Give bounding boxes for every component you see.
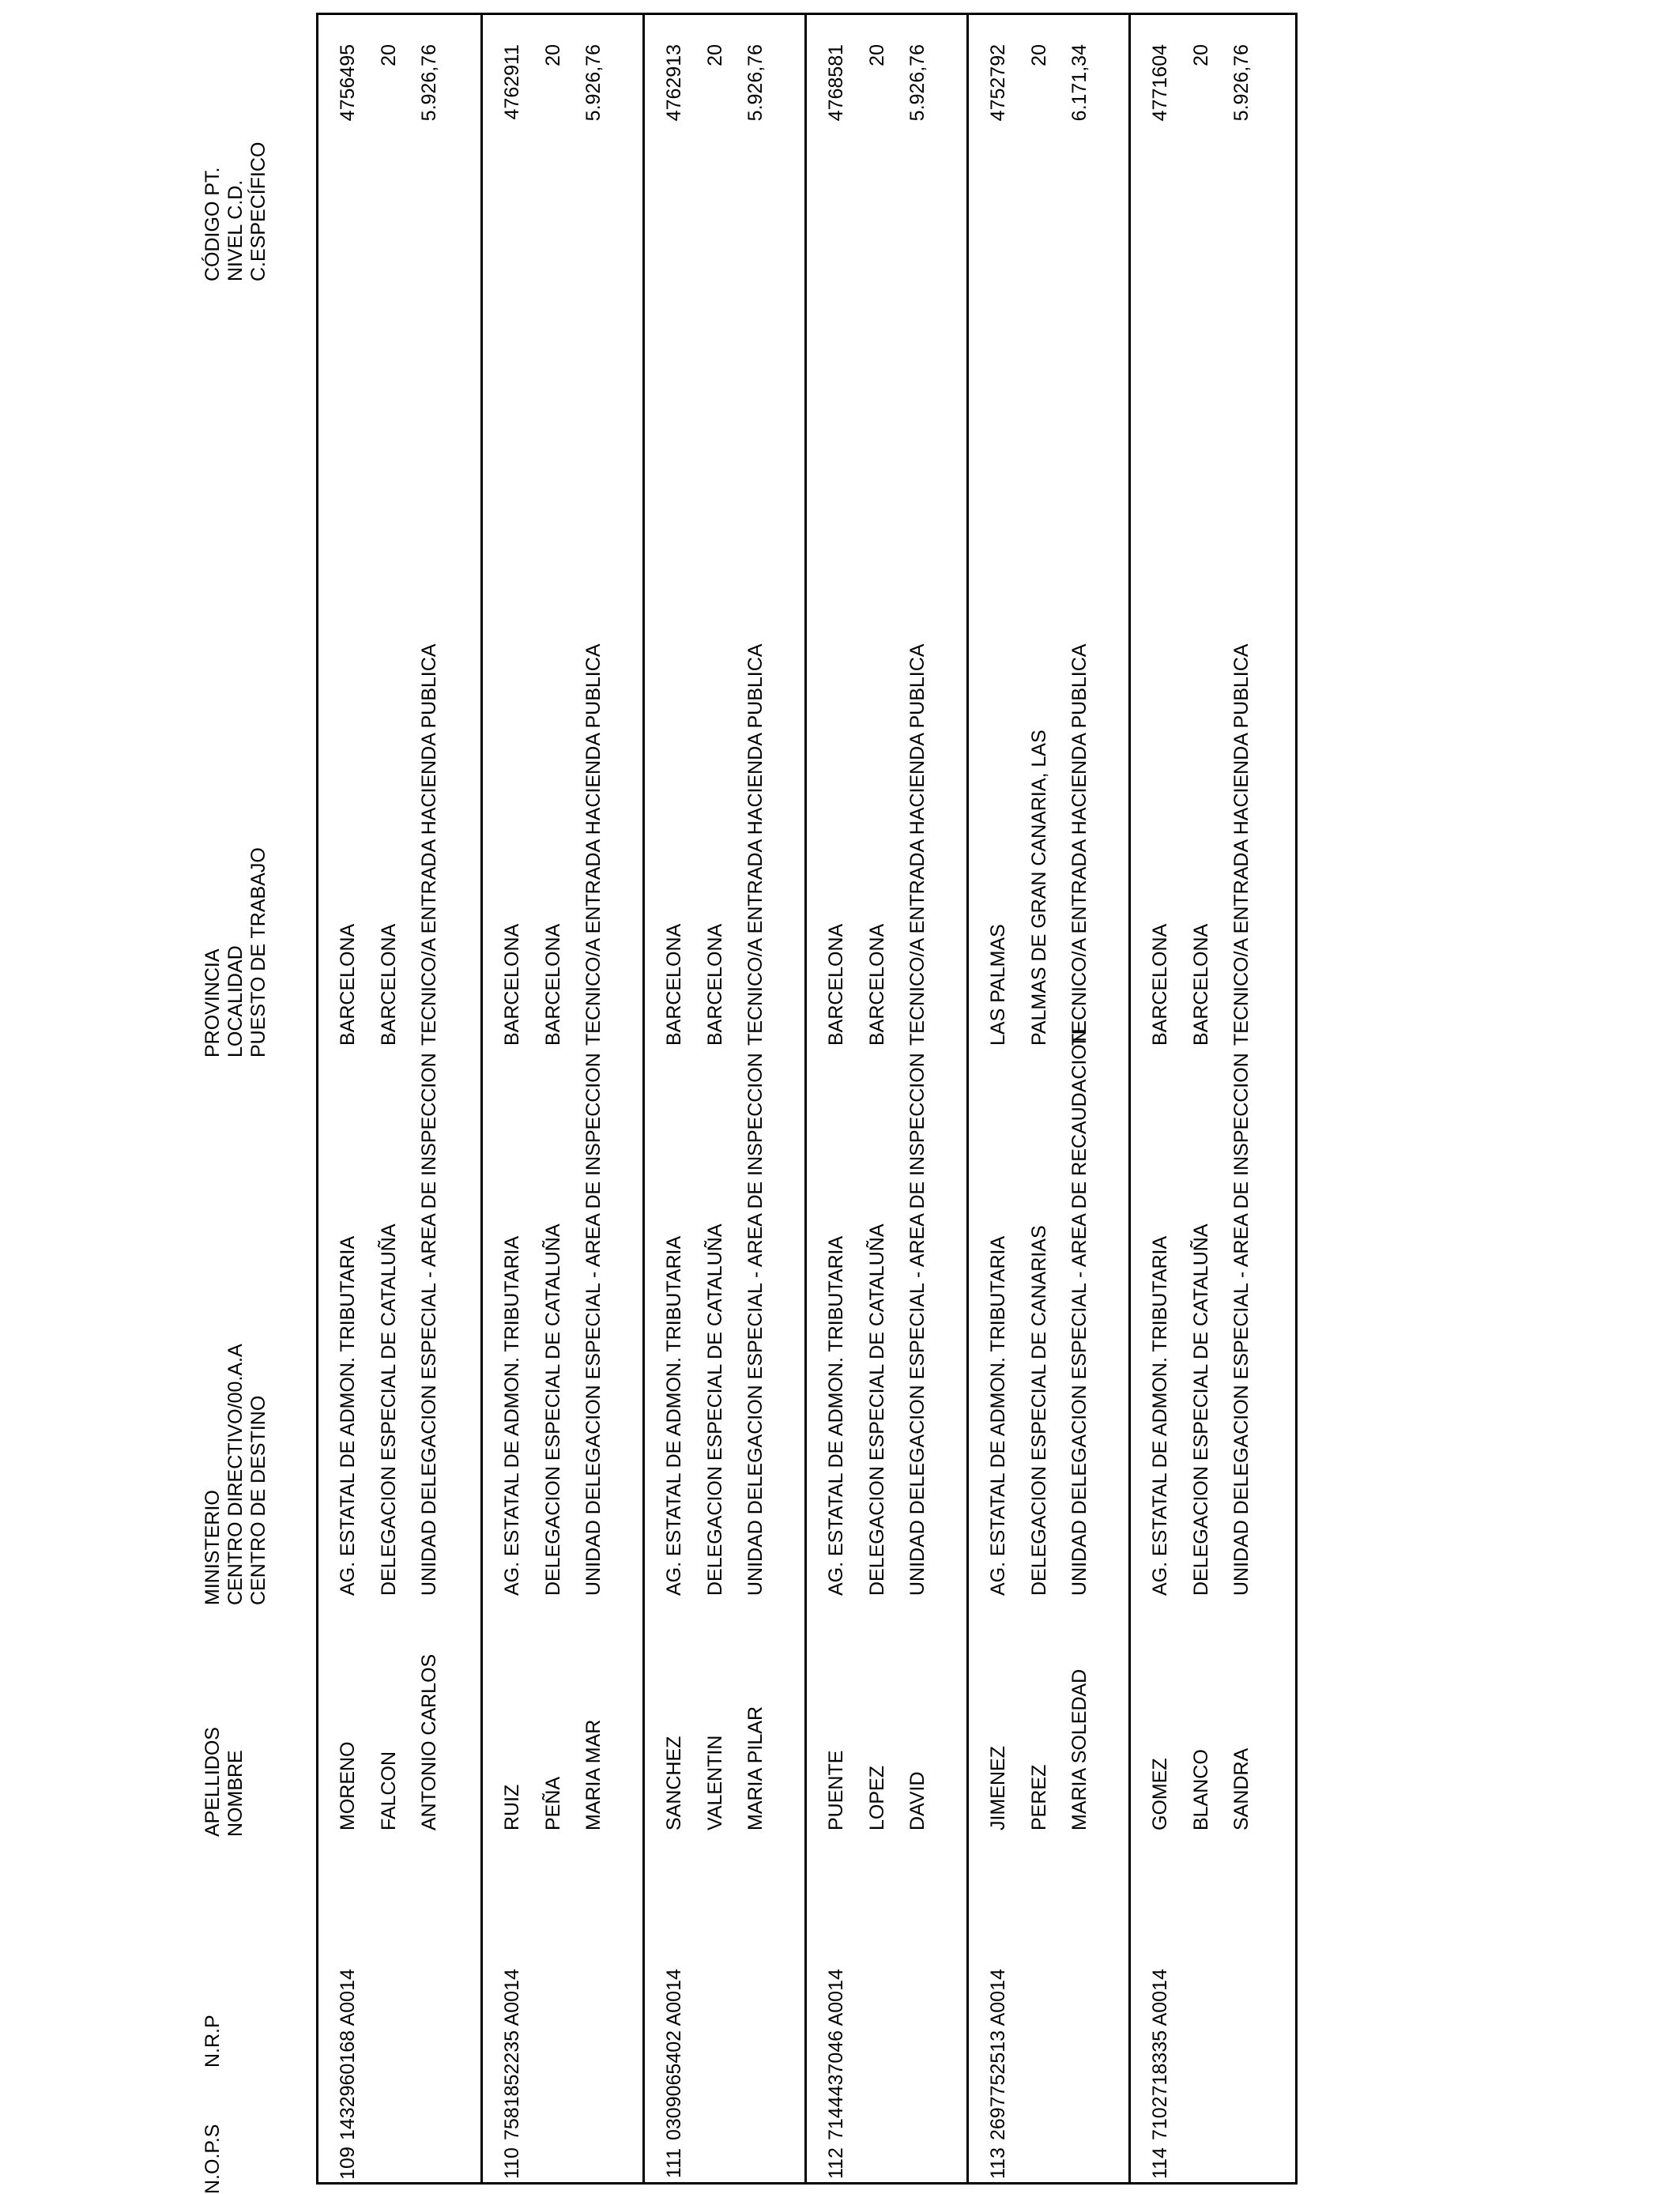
record-ministerio: AG. ESTATAL DE ADMON. TRIBUTARIA (337, 1235, 359, 1596)
record-puesto: TECNICO/A ENTRADA HACIENDA PUBLICA (582, 643, 605, 1046)
record-localidad: PALMAS DE GRAN CANARIA, LAS (1028, 729, 1050, 1046)
record-apellido2: BLANCO (1190, 1749, 1212, 1830)
record-provincia: LAS PALMAS (987, 924, 1009, 1046)
record-nivel: 20 (866, 44, 888, 66)
record-ministerio: AG. ESTATAL DE ADMON. TRIBUTARIA (987, 1235, 1009, 1596)
record-apellido2: VALENTIN (704, 1735, 726, 1830)
record-codigo: 4752792 (987, 44, 1009, 122)
record-ministerio: AG. ESTATAL DE ADMON. TRIBUTARIA (501, 1235, 523, 1596)
record-nivel: 20 (704, 44, 726, 66)
record-nrp: 7102718335 A0014 (1149, 1969, 1171, 2140)
record-especifico: 5.926,76 (418, 44, 440, 122)
record-ministerio: AG. ESTATAL DE ADMON. TRIBUTARIA (1149, 1235, 1171, 1596)
record-codigo: 4771604 (1149, 44, 1171, 122)
record-number: 112 (825, 2147, 847, 2179)
record-apellido1: PUENTE (825, 1750, 847, 1830)
table-row (642, 15, 804, 2182)
record-nrp: 7144437046 A0014 (825, 1969, 847, 2140)
record-nombre: ANTONIO CARLOS (418, 1653, 440, 1830)
record-nivel: 20 (542, 44, 564, 66)
record-puesto: TECNICO/A ENTRADA HACIENDA PUBLICA (744, 643, 767, 1046)
record-ministerio: AG. ESTATAL DE ADMON. TRIBUTARIA (825, 1235, 847, 1596)
record-number: 114 (1149, 2147, 1171, 2179)
record-provincia: BARCELONA (663, 923, 685, 1046)
record-especifico: 5.926,76 (744, 44, 767, 122)
table-row (480, 15, 642, 2182)
record-nivel: 20 (378, 44, 400, 66)
record-centro-destino: UNIDAD DELEGACION ESPECIAL - AREA DE INSPECCION (744, 1053, 767, 1596)
table-row (804, 15, 966, 2182)
record-especifico: 5.926,76 (1230, 44, 1252, 122)
record-nombre: DAVID (906, 1771, 929, 1830)
record-centro-destino: UNIDAD DELEGACION ESPECIAL - AREA DE INSPECCION (418, 1053, 440, 1596)
record-centro-directivo: DELEGACION ESPECIAL DE CATALUÑA (1190, 1223, 1212, 1596)
record-apellido2: LOPEZ (866, 1766, 888, 1830)
record-puesto: TECNICO/A ENTRADA HACIENDA PUBLICA (418, 643, 440, 1046)
table-row (318, 15, 480, 2182)
record-centro-directivo: DELEGACION ESPECIAL DE CATALUÑA (378, 1223, 400, 1596)
record-localidad: BARCELONA (866, 923, 888, 1046)
record-centro-destino: UNIDAD DELEGACION ESPECIAL - AREA DE INSPECCION (906, 1053, 929, 1596)
record-centro-directivo: DELEGACION ESPECIAL DE CATALUÑA (542, 1223, 564, 1596)
record-centro-destino: UNIDAD DELEGACION ESPECIAL - AREA DE RECAUDACION (1068, 1030, 1090, 1596)
record-especifico: 5.926,76 (906, 44, 929, 122)
record-provincia: BARCELONA (337, 923, 359, 1046)
record-nivel: 20 (1190, 44, 1212, 66)
record-number: 111 (663, 2148, 685, 2179)
record-localidad: BARCELONA (378, 923, 400, 1046)
record-nrp: 2697752513 A0014 (987, 1969, 1009, 2140)
record-codigo: 4768581 (825, 44, 847, 122)
record-codigo: 4762911 (501, 44, 523, 120)
record-codigo: 4756495 (337, 44, 359, 122)
record-especifico: 5.926,76 (582, 44, 605, 122)
record-apellido1: RUIZ (501, 1784, 523, 1830)
record-apellido1: JIMENEZ (987, 1746, 1009, 1830)
record-provincia: BARCELONA (825, 923, 847, 1046)
records-table (316, 13, 1298, 2185)
record-apellido2: PEREZ (1028, 1764, 1050, 1830)
record-centro-directivo: DELEGACION ESPECIAL DE CATALUÑA (704, 1223, 726, 1596)
record-nrp: 1432960168 A0014 (337, 1969, 359, 2140)
record-provincia: BARCELONA (1149, 923, 1171, 1046)
record-centro-directivo: DELEGACION ESPECIAL DE CATALUÑA (866, 1223, 888, 1596)
header-centro: MINISTERIO CENTRO DIRECTIVO/00.A.A CENTRO DE DESTINO (202, 1344, 269, 1605)
record-codigo: 4762913 (663, 44, 685, 122)
record-ministerio: AG. ESTATAL DE ADMON. TRIBUTARIA (663, 1235, 685, 1596)
record-nrp: 7581852235 A0014 (501, 1969, 523, 2140)
table-row (1128, 15, 1290, 2182)
header-nrp: N.R.P (202, 2015, 224, 2068)
record-especifico: 6.171,34 (1068, 44, 1090, 122)
record-provincia: BARCELONA (501, 923, 523, 1046)
table-row (966, 15, 1128, 2182)
header-codigo: CÓDIGO PT. NIVEL C.D. C.ESPECÍFICO (202, 141, 269, 281)
record-apellido2: PEÑA (542, 1776, 564, 1830)
record-nombre: MARIA PILAR (744, 1706, 767, 1830)
record-apellido1: SANCHEZ (663, 1736, 685, 1830)
header-apellidos: APELLIDOS NOMBRE (202, 1727, 247, 1837)
record-nombre: MARIA SOLEDAD (1068, 1668, 1090, 1830)
record-apellido2: FALCON (378, 1751, 400, 1830)
record-number: 110 (501, 2147, 523, 2179)
record-localidad: BARCELONA (1190, 923, 1212, 1046)
record-nombre: SANDRA (1230, 1747, 1252, 1830)
record-nrp: 0309065402 A0014 (663, 1969, 685, 2140)
header-nops: N.O.P.S (202, 2124, 224, 2194)
record-centro-directivo: DELEGACION ESPECIAL DE CANARIAS (1028, 1225, 1050, 1596)
record-number: 113 (987, 2147, 1009, 2179)
record-apellido1: GOMEZ (1149, 1758, 1171, 1830)
record-nivel: 20 (1028, 44, 1050, 66)
record-centro-destino: UNIDAD DELEGACION ESPECIAL - AREA DE INSPECCION (582, 1053, 605, 1596)
record-puesto: TECNICO/A ENTRADA HACIENDA PUBLICA (906, 643, 929, 1046)
record-localidad: BARCELONA (542, 923, 564, 1046)
record-centro-destino: UNIDAD DELEGACION ESPECIAL - AREA DE INSPECCION (1230, 1053, 1252, 1596)
record-nombre: MARIA MAR (582, 1719, 605, 1830)
record-number: 109 (337, 2147, 359, 2180)
header-provincia: PROVINCIA LOCALIDAD PUESTO DE TRABAJO (202, 847, 269, 1057)
record-apellido1: MORENO (337, 1741, 359, 1830)
record-puesto: TECNICO/A ENTRADA HACIENDA PUBLICA (1230, 643, 1252, 1046)
record-puesto: TECNICO/A ENTRADA HACIENDA PUBLICA (1068, 643, 1090, 1046)
record-localidad: BARCELONA (704, 923, 726, 1046)
